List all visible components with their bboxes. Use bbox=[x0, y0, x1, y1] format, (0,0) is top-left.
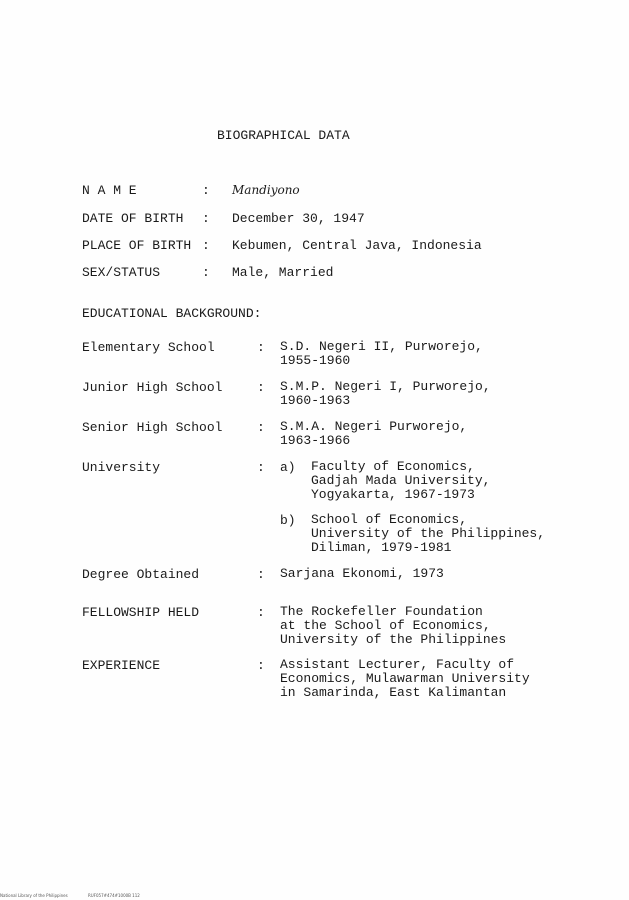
fellowship-line2: at the School of Economics, bbox=[280, 618, 491, 633]
sex-label: SEX/STATUS bbox=[82, 265, 161, 280]
senior-line1: S.M.A. Negeri Purworejo, bbox=[280, 419, 468, 434]
senior-line2: 1963-1966 bbox=[280, 433, 351, 448]
elementary-line1: S.D. Negeri II, Purworejo, bbox=[280, 339, 483, 354]
university-a-line1: Faculty of Economics, bbox=[311, 459, 475, 474]
title-text: BIOGRAPHICAL DATA bbox=[217, 128, 350, 143]
education-heading: EDUCATIONAL BACKGROUND: bbox=[82, 306, 262, 321]
dob-colon: : bbox=[202, 211, 210, 226]
junior-line2: 1960-1963 bbox=[280, 393, 351, 408]
footer-left: National Library of the Philippines bbox=[0, 893, 68, 898]
degree-label: Degree Obtained bbox=[82, 567, 200, 582]
pob-value: Kebumen, Central Java, Indonesia bbox=[232, 238, 482, 253]
university-b-line1: School of Economics, bbox=[311, 512, 468, 527]
university-label: University bbox=[82, 460, 161, 475]
sex-value: Male, Married bbox=[232, 265, 334, 280]
junior-line1: S.M.P. Negeri I, Purworejo, bbox=[280, 379, 491, 394]
university-b-line2: University of the Philippines, bbox=[311, 526, 546, 541]
experience-line2: Economics, Mulawarman University bbox=[280, 671, 530, 686]
name-value: Mandiyono bbox=[232, 183, 300, 197]
fellowship-colon: : bbox=[257, 605, 265, 620]
sex-colon: : bbox=[202, 265, 210, 280]
experience-colon: : bbox=[257, 658, 265, 673]
university-b-letter: b) bbox=[280, 513, 296, 528]
elementary-colon: : bbox=[257, 340, 265, 355]
experience-line3: in Samarinda, East Kalimantan bbox=[280, 685, 507, 700]
footer bbox=[0, 893, 140, 898]
junior-colon: : bbox=[257, 380, 265, 395]
university-colon: : bbox=[257, 460, 265, 475]
junior-label: Junior High School bbox=[82, 380, 223, 395]
university-b-line3: Diliman, 1979-1981 bbox=[311, 540, 452, 555]
experience-label: EXPERIENCE bbox=[82, 658, 161, 673]
elementary-line2: 1955-1960 bbox=[280, 353, 351, 368]
pob-colon: : bbox=[202, 238, 210, 253]
fellowship-line1: The Rockefeller Foundation bbox=[280, 604, 483, 619]
footer-right: RUF057#474#1000B 112 bbox=[88, 893, 140, 898]
university-a-line3: Yogyakarta, 1967-1973 bbox=[311, 487, 475, 502]
fellowship-line3: University of the Philippines bbox=[280, 632, 507, 647]
dob-label: DATE OF BIRTH bbox=[82, 211, 184, 226]
senior-label: Senior High School bbox=[82, 420, 223, 435]
degree-colon: : bbox=[257, 567, 265, 582]
name-colon: : bbox=[202, 183, 210, 198]
dob-value: December 30, 1947 bbox=[232, 211, 365, 226]
elementary-label: Elementary School bbox=[82, 340, 215, 355]
degree-value: Sarjana Ekonomi, 1973 bbox=[280, 566, 444, 581]
experience-line1: Assistant Lecturer, Faculty of bbox=[280, 657, 515, 672]
senior-colon: : bbox=[257, 420, 265, 435]
name-label: N A M E bbox=[82, 183, 137, 198]
university-a-letter: a) bbox=[280, 460, 296, 475]
university-a-line2: Gadjah Mada University, bbox=[311, 473, 491, 488]
pob-label: PLACE OF BIRTH bbox=[82, 238, 192, 253]
fellowship-label: FELLOWSHIP HELD bbox=[82, 605, 200, 620]
